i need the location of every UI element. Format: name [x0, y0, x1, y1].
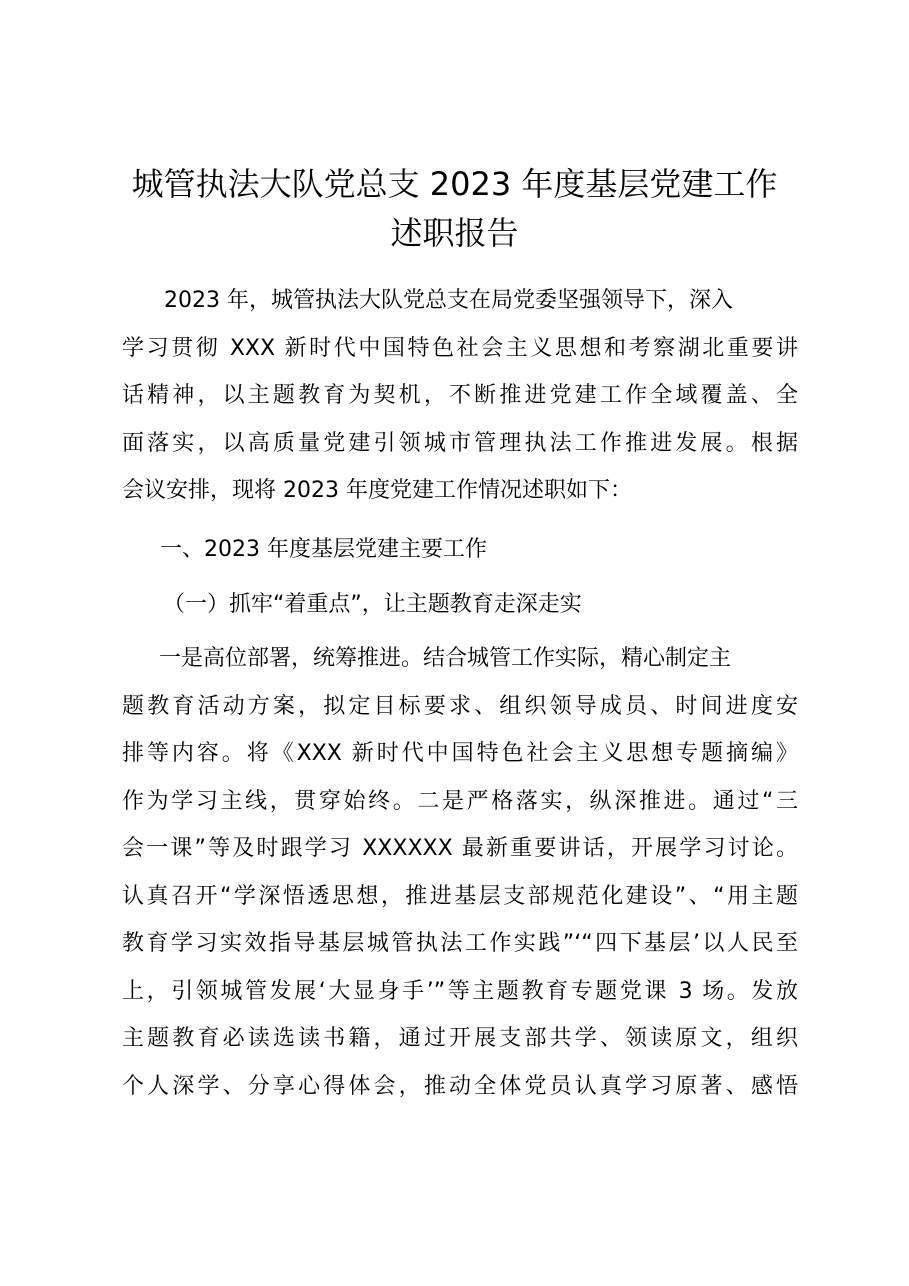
intro-line-1: 2023 年，城管执法大队党总支在局党委坚强领导下，深入 [164, 288, 733, 313]
document-title [100, 160, 809, 258]
paragraph-line-7: 教育学习实效指导基层城管执法工作实践”‘“四下基层’以人民至 [122, 931, 798, 956]
paragraph-line-5: 会一课”等及时跟学习 XXXXXX 最新重要讲话，开展学习讨论。 [122, 836, 798, 861]
section-heading: 一、2023 年度基层党建主要工作 [160, 537, 487, 562]
paragraph-line-3: 排等内容。将《XXX 新时代中国特色社会主义思想专题摘编》 [122, 741, 798, 766]
title-line-2: 述职报告 [390, 214, 519, 252]
intro-line-4: 面落实，以高质量党建引领城市管理执法工作推进发展。根据 [122, 430, 798, 456]
subsection-heading: （一）抓牢“着重点”，让主题教育走深走实 [163, 592, 582, 617]
intro-line-3: 话精神，以主题教育为契机，不断推进党建工作全域覆盖、全 [122, 383, 798, 408]
intro-line-2: 学习贯彻 XXX 新时代中国特色社会主义思想和考察湖北重要讲 [122, 335, 798, 361]
paragraph-line-9: 主题教育必读选读书籍，通过开展支部共学、领读原文，组织 [122, 1026, 798, 1051]
title-line-1: 城管执法大队党总支 2023 年度基层党建工作 [131, 165, 778, 203]
body-paragraph [122, 635, 798, 1110]
intro-paragraph [122, 277, 798, 515]
paragraph-line-6: 认真召开“学深悟透思想，推进基层支部规范化建设”、“用主题 [122, 883, 798, 909]
paragraph-line-10: 个人深学、分享心得体会，推动全体党员认真学习原著、感悟 [122, 1073, 798, 1099]
paragraph-line-2: 题教育活动方案，拟定目标要求、组织领导成员、时间进度安 [122, 693, 798, 719]
paragraph-line-8: 上，引领城管发展‘大显身手’”等主题教育专题党课 3 场。发放 [122, 978, 798, 1004]
intro-line-5: 会议安排，现将 2023 年度党建工作情况述职如下： [122, 478, 632, 503]
paragraph-line-4: 作为学习主线，贯穿始终。二是严格落实，纵深推进。通过“三 [122, 788, 798, 814]
paragraph-line-1: 一是高位部署，统筹推进。结合城管工作实际，精心制定主 [159, 646, 732, 671]
